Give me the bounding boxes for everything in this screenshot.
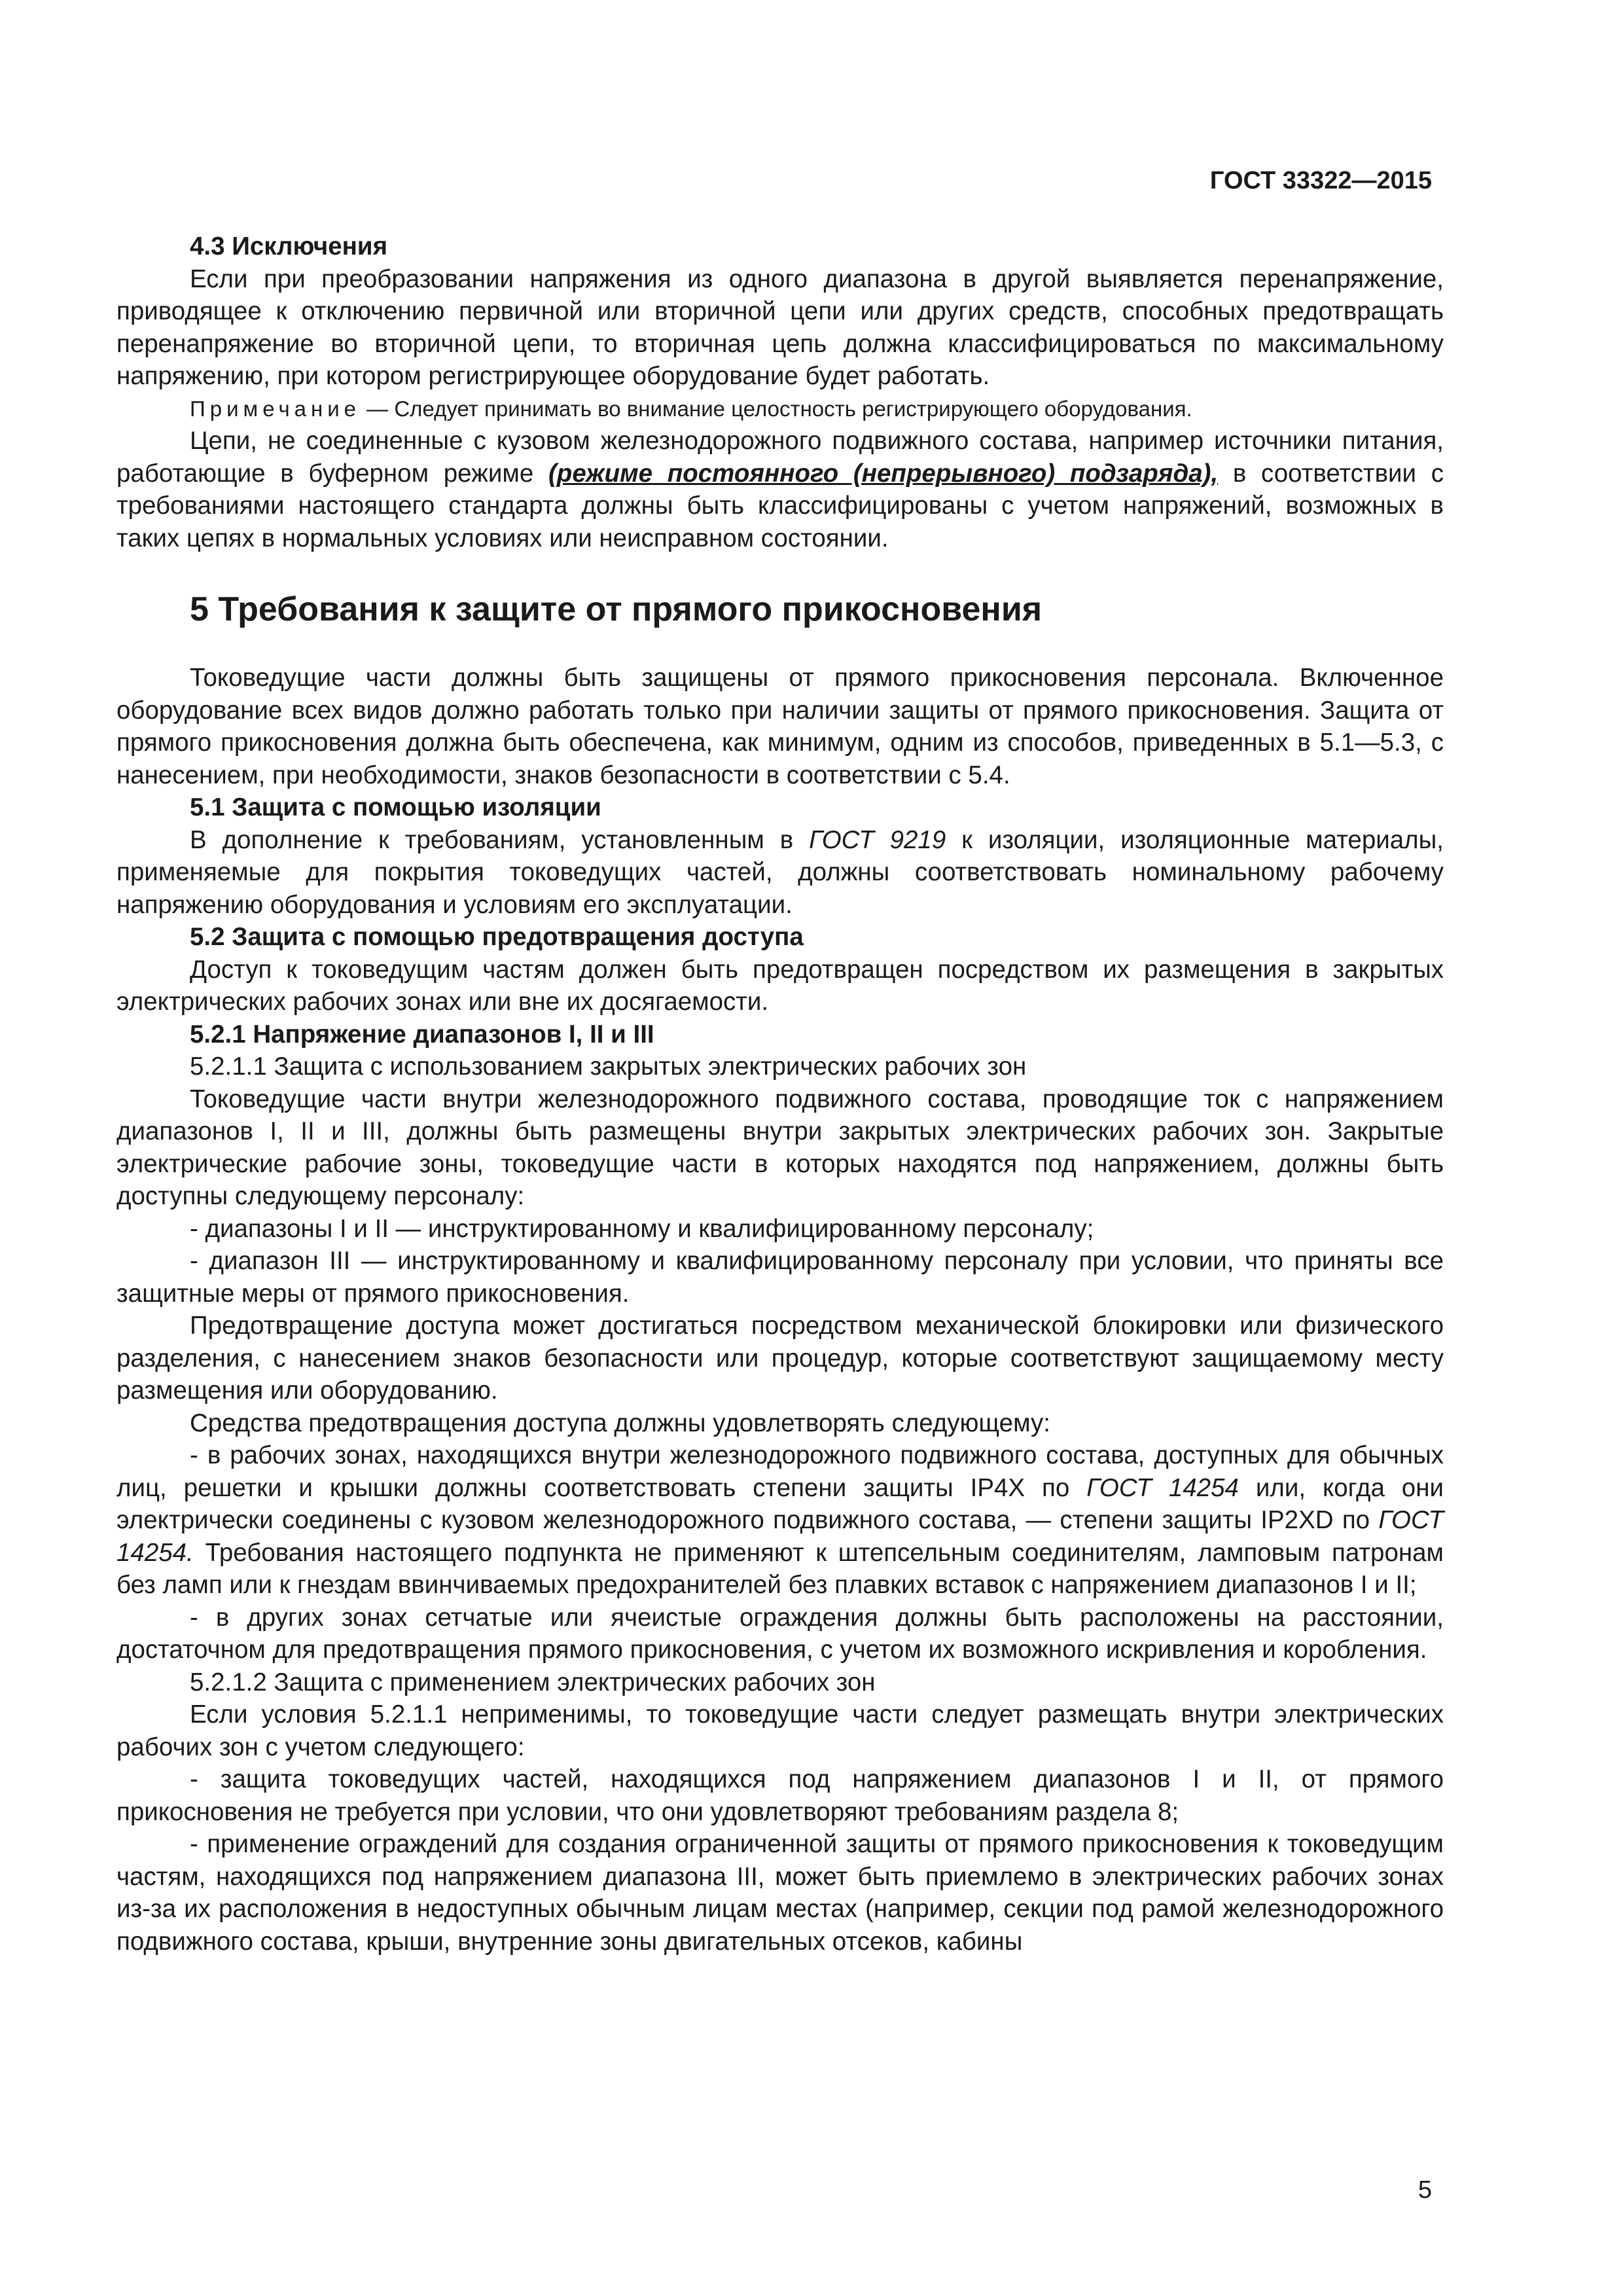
section-5-title: 5 Требования к защите от прямого прикосновения [190,590,1043,628]
list-item: - диапазоны I и II — инструктированному и квалифицированному персоналу; [190,1214,1094,1243]
section-5-2-title: 5.2 Защита с помощью предотвращения доступа [190,923,804,951]
document-number: ГОСТ 33322—2015 [1209,167,1432,194]
section-5-2-1-1-paragraph-3: Средства предотвращения доступа должны удовлетворять следующему: [190,1408,1050,1437]
section-4-3-paragraph-1: Если при преобразовании напряжения из одного диапазона в другой выявляется перенапряжение, приводящее к отключению первичной или вторичной цепи или других средств, способных предотвращать перенапряжение во вторичной цепи, то вторичная цепь должна классифицироваться по максимальному напряжению, при котором регистрирующее оборудование будет работать. [116,264,1444,390]
paragraph-text: в соответствии с требованиями настоящего стандарта должны быть классифицированы с учетом напряжений, возможных в таких цепях в нормальных условиях или неисправном состоянии. [116,459,1444,552]
section-4-3-paragraph-2 [116,425,1444,554]
list-item [116,1439,1444,1602]
standard-reference: ГОСТ 9219 [809,825,946,854]
paragraph-text: В дополнение к требованиям, установленным в [190,825,810,854]
paragraph-text: - в рабочих зонах, находящихся внутри железнодорожного подвижного состава, доступных для обычных лиц, решетки и крышки должны соответствовать степени защиты IP4X по [116,1441,1444,1502]
emphasized-insertion: (режиме постоянного (непрерывного) подзаряда), [548,459,1219,488]
section-5-2-1-1-title: 5.2.1.1 Защита с использованием закрытых электрических рабочих зон [190,1052,1027,1081]
section-5-2-1-2-title: 5.2.1.2 Защита с применением электрических рабочих зон [190,1668,876,1696]
note-text: — Следует принимать во внимание целостность регистрирующего оборудования. [361,396,1192,421]
note [116,393,1444,425]
section-5-2-1-2-paragraph-1: Если условия 5.2.1.1 неприменимы, то токоведущие части следует размещать внутри электрических рабочих зон с учетом следующего: [116,1700,1444,1761]
section-4-3-title: 4.3 Исключения [190,232,388,260]
section-5-paragraph-1: Токоведущие части должны быть защищены от прямого прикосновения персонала. Включенное оборудование всех видов должно работать только при наличии защиты от прямого прикосновения. Защита от прямого прикосновения должна быть обеспечена, как минимум, одним из способов, приведенных в 5.1—5.3, с нанесением, при необходимости, знаков безопасности в соответствии с 5.4. [116,664,1444,789]
list-item: - диапазон III — инструктированному и квалифицированному персоналу при условии, что приняты все защитные меры от прямого прикосновения. [116,1247,1444,1308]
section-5-2-paragraph-1: Доступ к токоведущим частям должен быть предотвращен посредством их размещения в закрытых электрических рабочих зонах или вне их досягаемости. [116,955,1444,1016]
note-label: Примечание [190,396,361,421]
standard-reference: ГОСТ 14254 [1086,1473,1239,1502]
paragraph-text: Цепи, не соединенные с кузовом железнодорожного подвижного состава, например источники питания, работающие в буферном режиме [116,427,1444,488]
list-item: - применение ограждений для создания ограниченной защиты от прямого прикосновения к токоведущим частям, находящихся под напряжением диапазона III, может быть приемлемо в электрических рабочих зонах из-за их расположения в недоступных обычным лицам местах (например, секции под рамой железнодорожного подвижного состава, крыши, внутренние зоны двигательных отсеков, кабины [116,1830,1444,1956]
paragraph-text: Требования настоящего подпункта не применяют к штепсельным соединителям, ламповым патронам без ламп или к гнездам ввинчиваемых предохранителей без плавких вставок с напряжением диапазонов I и II; [116,1538,1444,1599]
paragraph-text: или, когда они электрически соединены с кузовом железнодорожного подвижного состава, — степени защиты IP2XD по [116,1473,1444,1534]
paragraph-text: к изоляции, изоляционные материалы, применяемые для покрытия токоведущих частей, должны соответствовать номинальному рабочему напряжению оборудования и условиям его эксплуатации. [116,825,1444,919]
page-content [116,230,1444,1958]
standard-reference: ГОСТ 14254. [116,1506,1444,1567]
section-5-1-title: 5.1 Защита с помощью изоляции [190,793,601,821]
list-item: - защита токоведущих частей, находящихся под напряжением диапазонов I и II, от прямого прикосновения не требуется при условии, что они удовлетворяют требованиям раздела 8; [116,1765,1444,1826]
section-5-2-1-1-paragraph-2: Предотвращение доступа может достигаться посредством механической блокировки или физического разделения, с нанесением знаков безопасности или процедур, которые соответствуют защищаемому месту размещения или оборудованию. [116,1312,1444,1405]
section-5-1-paragraph-1 [116,824,1444,922]
section-5-2-1-title: 5.2.1 Напряжение диапазонов I, II и III [190,1020,654,1049]
page-number: 5 [1418,2176,1432,2204]
list-item: - в других зонах сетчатые или ячеистые ограждения должны быть расположены на расстоянии, достаточном для предотвращения прямого прикосновения, с учетом их возможного искривления и коробления. [116,1603,1444,1664]
section-5-2-1-1-paragraph-1: Токоведущие части внутри железнодорожного подвижного состава, проводящие ток с напряжением диапазонов I, II и III, должны быть размещены внутри закрытых электрических рабочих зон. Закрытые электрические рабочие зоны, токоведущие части в которых находятся под напряжением, должны быть доступны следующему персоналу: [116,1085,1444,1210]
